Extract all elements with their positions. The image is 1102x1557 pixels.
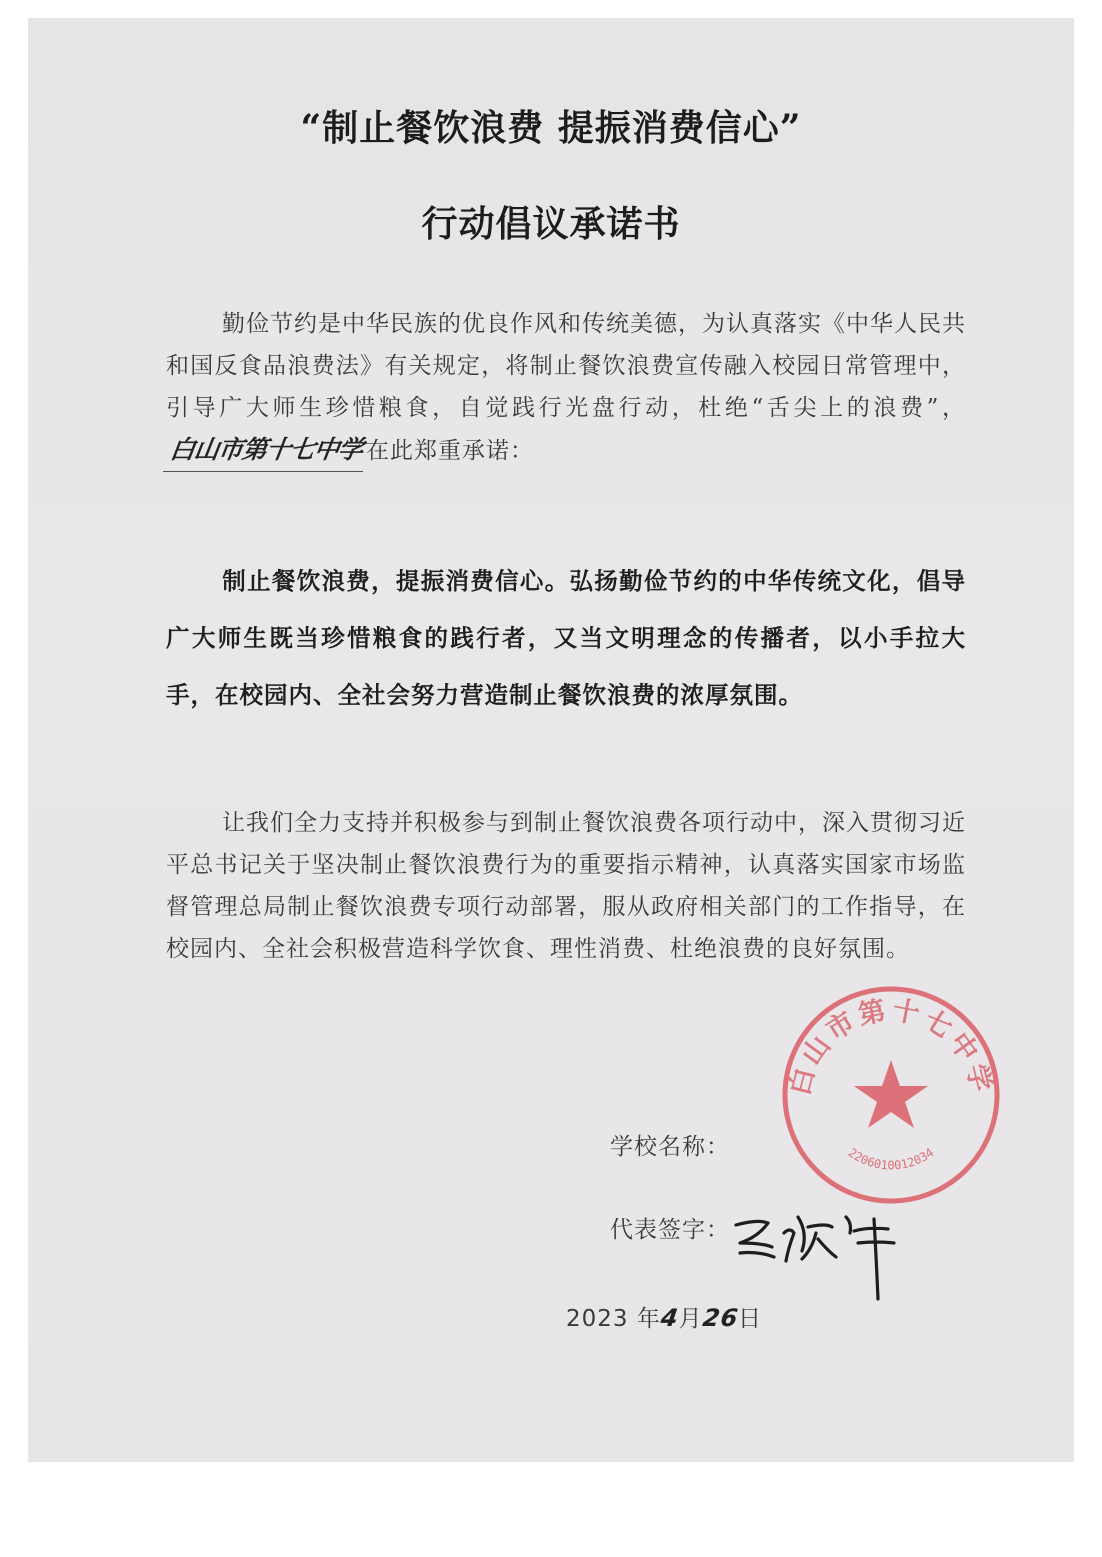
date-year: 2023 年 bbox=[566, 1306, 661, 1332]
seal-ring-text: 白山市第十七中学 bbox=[784, 994, 998, 1099]
seal-code: 2206010012034 bbox=[845, 1145, 937, 1173]
date bbox=[566, 1300, 762, 1333]
date-month: 4 bbox=[658, 1304, 681, 1332]
document-page bbox=[28, 18, 1074, 1462]
seal-star-icon bbox=[854, 1060, 928, 1128]
date-month-unit: 月 bbox=[678, 1306, 703, 1332]
signature bbox=[728, 1203, 908, 1303]
paragraph-intro bbox=[166, 303, 966, 472]
commitment-text: 制止餐饮浪费，提振消费信心。弘扬勤俭节约的中华传统文化，倡导广大师生既当珍惜粮食的践行者，又当文明理念的传播者，以小手拉大手，在校园内、全社会努力营造制止餐饮浪费的浓厚氛围。 bbox=[166, 567, 966, 709]
date-day: 26 bbox=[700, 1304, 740, 1332]
handwritten-school-name: 白山市第十七中学 bbox=[163, 429, 369, 472]
date-day-unit: 日 bbox=[737, 1306, 762, 1332]
intro-text-end: 在此郑重承诺： bbox=[366, 438, 535, 464]
school-seal bbox=[776, 980, 1006, 1210]
paragraph-call-to-action bbox=[166, 802, 966, 970]
call-to-action-text: 让我们全力支持并积极参与到制止餐饮浪费各项行动中，深入贯彻习近平总书记关于坚决制止餐饮浪费行为的重要指示精神，认真落实国家市场监督管理总局制止餐饮浪费专项行动部署，服从政府相关部门的工作指导，在校园内、全社会积极营造科学饮食、理性消费、杜绝浪费的良好氛围。 bbox=[166, 810, 966, 962]
intro-text: 勤俭节约是中华民族的优良作风和传统美德，为认真落实《中华人民共和国反食品浪费法》有关规定，将制止餐饮浪费宣传融入校园日常管理中，引导广大师生珍惜粮食，自觉践行光盘行动，杜绝“舌尖上的浪费”， bbox=[166, 311, 966, 421]
school-name-label: 学校名称： bbox=[610, 1134, 730, 1160]
paragraph-commitment bbox=[166, 553, 966, 724]
title-line-2: 行动倡议承诺书 bbox=[421, 203, 681, 245]
rep-signature-label: 代表签字： bbox=[610, 1217, 730, 1243]
title-line-1: “制止餐饮浪费 提振消费信心” bbox=[300, 107, 802, 149]
